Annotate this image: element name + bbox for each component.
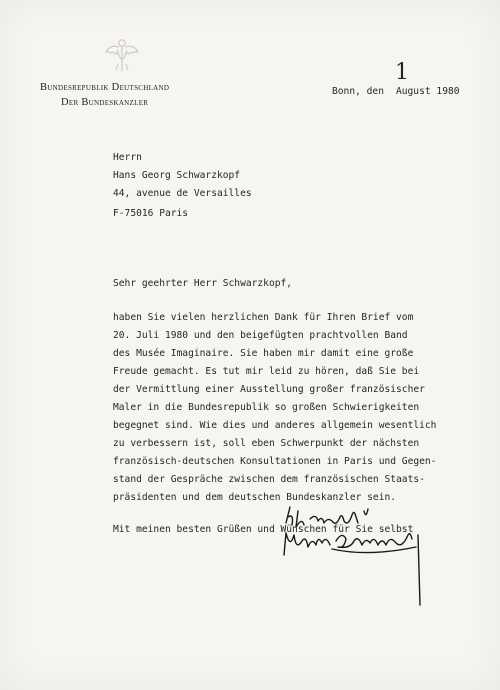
recipient-line: F-75016 Paris [113, 208, 189, 219]
body-line: französisch-deutschen Konsultationen in Paris und Gegen- [113, 456, 437, 467]
letterhead-office: Der Bundeskanzler [60, 97, 149, 108]
letterhead-country: Bundesrepublik Deutschland [40, 82, 170, 93]
body-line: präsidenten und dem deutschen Bundeskanzler sein. [113, 492, 397, 503]
recipient-line: Herrn [113, 152, 142, 163]
letterhead [40, 80, 169, 110]
body-line: haben Sie vielen herzlichen Dank für Ihren Brief vom [113, 312, 414, 323]
body-line: 20. Juli 1980 und den beigefügten prachtvollen Band [113, 330, 408, 341]
body-line: des Musée Imaginaire. Sie haben mir damit eine große [113, 348, 414, 359]
body-line: begegnet sind. Wie dies und anderes allgemein wesentlich [113, 420, 437, 431]
body-line: zu verbessern ist, soll eben Schwerpunkt der nächsten [113, 438, 420, 449]
signature-image [278, 505, 448, 625]
salutation: Sehr geehrter Herr Schwarzkopf, [113, 278, 293, 289]
date-line [332, 86, 460, 97]
body-line: Maler in die Bundesrepublik so großen Schwierigkeiten [113, 402, 420, 413]
federal-eagle-icon [104, 34, 140, 72]
body-line: der Vermittlung einer Ausstellung großer französischer [113, 384, 425, 395]
date-day-handwritten: 1 [395, 60, 409, 85]
date-month-year: August 1980 [395, 86, 460, 97]
recipient-line: 44, avenue de Versailles [113, 188, 252, 199]
body-line: Freude gemacht. Es tut mir leid zu hören, daß Sie bei [113, 366, 420, 377]
closing: Mit meinen besten Grüßen und Wünschen für Sie selbst [113, 524, 414, 535]
recipient-line: Hans Georg Schwarzkopf [113, 170, 241, 181]
body-line: stand der Gespräche zwischen dem französischen Staats- [113, 474, 425, 485]
date-place: Bonn, den [332, 86, 384, 97]
